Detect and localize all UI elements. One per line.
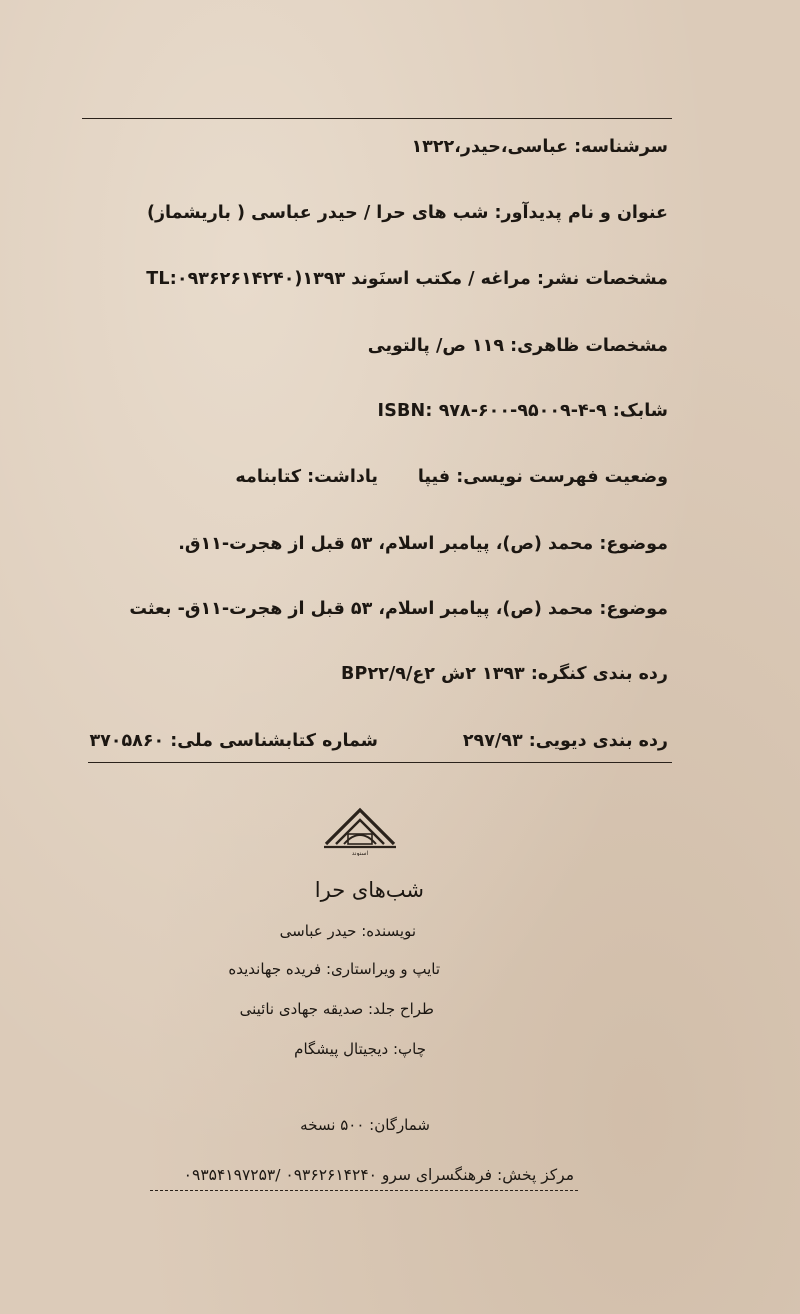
printing-credit: چاپ: دیجیتال پیشگام — [294, 1040, 426, 1058]
subject-2: موضوع: محمد (ص)، پیامبر اسلام، ۵۳ قبل از هجرت-۱۱ق- بعثت — [129, 599, 668, 619]
book-title: شب‌های حرا — [314, 878, 424, 902]
isbn-latin-label: ISBN: — [377, 401, 433, 421]
print-run: شمارگان: ۵۰۰ نسخه — [300, 1116, 430, 1134]
cataloging-status: وضعیت فهرست نویسی: فیپا — [417, 467, 668, 487]
top-divider — [82, 118, 672, 119]
physical-description: مشخصات ظاهری: ۱۱۹ ص/ پالتویی — [367, 336, 668, 356]
publication-details: مشخصات نشر: مراغه / مکتب اسنَوند ۱۳۹۳(TL:۰۹۳۶۲۶۱۴۲۴۰ — [146, 269, 668, 289]
author-entry: سرشناسه: عباسی،حیدر،۱۳۲۲ — [411, 137, 668, 157]
distribution-center: مرکز پخش: فرهنگسرای سرو ۰۹۳۶۲۶۱۴۲۴۰ /۰۹۳۵۴۱۹۷۲۵۳ — [183, 1166, 574, 1184]
cover-designer-credit: طراح جلد: صدیقه جهادی نائینی — [239, 1000, 434, 1018]
bottom-divider — [88, 762, 672, 763]
title-responsibility: عنوان و نام پدیدآور: شب های حرا / حیدر عباسی ( باریشماز) — [146, 203, 668, 223]
lc-classification: رده بندی کنگره: ۱۳۹۳ ۲ش ۲ع/BP۲۲/۹ — [340, 664, 668, 684]
logo-caption: اسنوند — [351, 850, 369, 856]
isbn-line — [377, 401, 668, 421]
distribution-underline — [150, 1190, 578, 1191]
bibliography-note: یاداشت: کتابنامه — [235, 467, 378, 487]
author-credit: نویسنده: حیدر عباسی — [279, 922, 416, 940]
national-bibliography-number: شماره کتابشناسی ملی: ۳۷۰۵۸۶۰ — [89, 731, 378, 751]
publisher-logo-icon — [320, 800, 400, 856]
typesetting-credit: تایپ و ویراستاری: فریده جهاندیده — [228, 960, 440, 978]
subject-1: موضوع: محمد (ص)، پیامبر اسلام، ۵۳ قبل از هجرت-۱۱ق. — [178, 534, 668, 554]
isbn-persian: شابک: ۹-۴-۹۵۰۰۹-۶۰۰-۹۷۸ — [438, 401, 668, 421]
dewey-classification: رده بندی دیویی: ۲۹۷/۹۳ — [462, 731, 668, 751]
